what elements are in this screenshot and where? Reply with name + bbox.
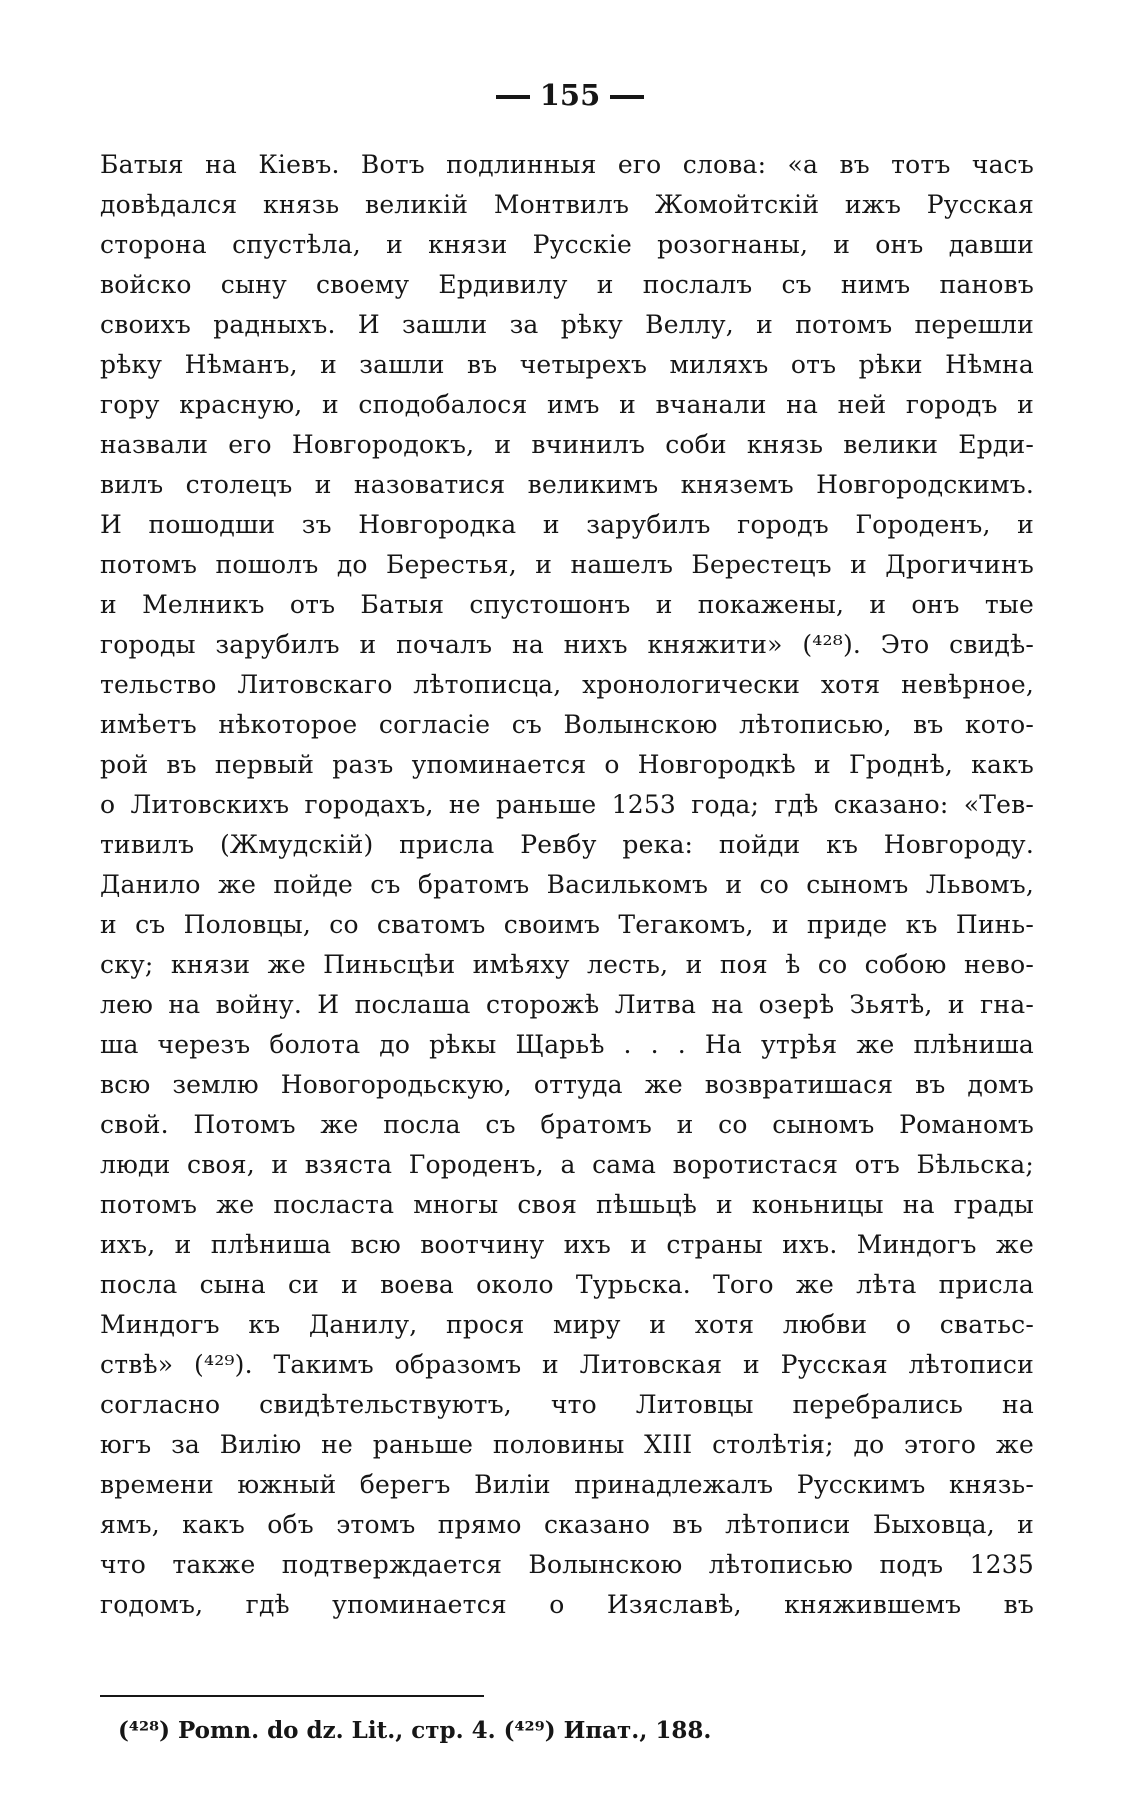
text-line: ямъ, какъ объ этомъ прямо сказано въ лѣтописи Быховца, и bbox=[100, 1510, 1034, 1539]
text-line: гору красную, и сподобалося имъ и вчанали на ней городъ и bbox=[100, 390, 1034, 419]
text-line: ску; князи же Пиньсцѣи имѣяху лесть, и поя ѣ со собою нево- bbox=[100, 950, 1034, 979]
text-line: рѣку Нѣманъ, и зашли въ четырехъ миляхъ отъ рѣки Нѣмна bbox=[100, 350, 1034, 379]
text-line: что также подтверждается Волынскою лѣтописью подъ 1235 bbox=[100, 1550, 1034, 1579]
text-line: своихъ радныхъ. И зашли за рѣку Веллу, и потомъ перешли bbox=[100, 310, 1034, 339]
text-line: назвали его Новгородокъ, и вчинилъ соби князь велики Ерди- bbox=[100, 430, 1034, 459]
text-line: тивилъ (Жмудскій) присла Ревбу река: пойди къ Новгороду. bbox=[100, 830, 1034, 859]
text-line: довѣдался князь великій Монтвилъ Жомойтскій ижъ Русская bbox=[100, 190, 1034, 219]
text-line: имѣетъ нѣкоторое согласіе съ Волынскою лѣтописью, въ кото- bbox=[100, 710, 1034, 739]
text-line: свой. Потомъ же посла съ братомъ и со сыномъ Романомъ bbox=[100, 1110, 1034, 1139]
text-line: и съ Половцы, со сватомъ своимъ Тегакомъ, и приде къ Пинь- bbox=[100, 910, 1034, 939]
text-line: ша черезъ болота до рѣкы Щарьѣ . . . На утрѣя же плѣниша bbox=[100, 1030, 1034, 1059]
text-line: лею на войну. И послаша сторожѣ Литва на озерѣ Зьятѣ, и гна- bbox=[100, 990, 1034, 1019]
text-line: согласно свидѣтельствуютъ, что Литовцы перебрались на bbox=[100, 1390, 1034, 1419]
body-text bbox=[100, 0, 1034, 1814]
text-line: времени южный берегъ Виліи принадлежалъ Русскимъ князь- bbox=[100, 1470, 1034, 1499]
text-line: войско сыну своему Ердивилу и послалъ съ нимъ пановъ bbox=[100, 270, 1034, 299]
text-line: посла сына си и воева около Турьска. Того же лѣта присла bbox=[100, 1270, 1034, 1299]
text-line: Данило же пойде съ братомъ Василькомъ и со сыномъ Львомъ, bbox=[100, 870, 1034, 899]
text-line: рой въ первый разъ упоминается о Новгородкѣ и Гроднѣ, какъ bbox=[100, 750, 1034, 779]
text-line: и Мелникъ отъ Батыя спустошонъ и покажены, и онъ тые bbox=[100, 590, 1034, 619]
text-line: люди своя, и взяста Городенъ, а сама воротистася отъ Бѣльска; bbox=[100, 1150, 1034, 1179]
text-line: о Литовскихъ городахъ, не раньше 1253 года; гдѣ сказано: «Тев- bbox=[100, 790, 1034, 819]
text-line: потомъ пошолъ до Берестья, и нашелъ Берестецъ и Дрогичинъ bbox=[100, 550, 1034, 579]
text-line: всю землю Новогородьскую, оттуда же возвратишася въ домъ bbox=[100, 1070, 1034, 1099]
text-line: вилъ столецъ и назоватися великимъ княземъ Новгородскимъ. bbox=[100, 470, 1034, 499]
text-line: Батыя на Кіевъ. Вотъ подлинныя его слова: «а въ тотъ часъ bbox=[100, 150, 1034, 179]
text-line: И пошодши зъ Новгородка и зарубилъ городъ Городенъ, и bbox=[100, 510, 1034, 539]
text-line: ствѣ» (⁴²⁹). Такимъ образомъ и Литовская и Русская лѣтописи bbox=[100, 1350, 1034, 1379]
footnote-rule bbox=[100, 1695, 484, 1697]
text-line: югъ за Вилію не раньше половины XIII столѣтія; до этого же bbox=[100, 1430, 1034, 1459]
footnote: (⁴²⁸) Pomn. do dz. Lit., стр. 4. (⁴²⁹) Ипат., 188. bbox=[118, 1717, 712, 1744]
text-line: тельство Литовскаго лѣтописца, хронологически хотя невѣрное, bbox=[100, 670, 1034, 699]
text-line: годомъ, гдѣ упоминается о Изяславѣ, княжившемъ въ bbox=[100, 1590, 1034, 1619]
text-line: потомъ же посласта многы своя пѣшьцѣ и коньницы на грады bbox=[100, 1190, 1034, 1219]
page-number-value: 155 bbox=[539, 78, 601, 112]
text-line: Миндогъ къ Данилу, прося миру и хотя любви о сватьс- bbox=[100, 1310, 1034, 1339]
text-line: сторона спустѣла, и князи Русскіе розогнаны, и онъ давши bbox=[100, 230, 1034, 259]
text-line: ихъ, и плѣниша всю воотчину ихъ и страны ихъ. Миндогъ же bbox=[100, 1230, 1034, 1259]
text-line: городы зарубилъ и почалъ на нихъ княжити» (⁴²⁸). Это свидѣ- bbox=[100, 630, 1034, 659]
